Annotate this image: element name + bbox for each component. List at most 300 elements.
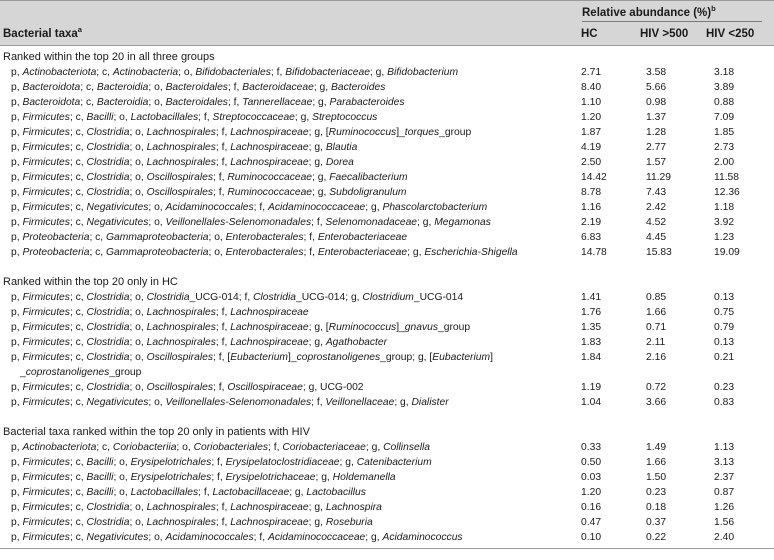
taxon-part: ; f,: [215, 322, 231, 333]
taxon-part: ; o,: [129, 292, 147, 303]
taxon-part: Bifidobacteriales: [195, 67, 271, 78]
value-hiv250: 0.13: [714, 292, 735, 303]
taxon-part: ; o,: [129, 142, 147, 153]
taxon-part: _group: [439, 127, 472, 138]
taxon-part: ; g,: [417, 217, 435, 228]
taxon-cell: [0, 140, 571, 155]
taxon-part: Lachnospirales: [146, 157, 216, 168]
taxon-part: ; o,: [113, 472, 131, 483]
taxon-part: Clostridia: [86, 337, 130, 348]
taxon-text: [11, 157, 354, 168]
taxon-part: Firmicutes: [22, 517, 70, 528]
taxon-text: [11, 97, 404, 108]
value-hiv250: 3.89: [714, 82, 735, 93]
value-hiv250: 0.13: [714, 337, 735, 348]
table-row: [0, 530, 774, 545]
table-row: [0, 200, 774, 215]
taxon-part: ; o,: [129, 502, 147, 513]
value-hc: 1.35: [581, 322, 602, 333]
taxon-part: ; f,: [215, 127, 231, 138]
taxon-part: ; c,: [69, 397, 87, 408]
value-hc: 1.83: [581, 337, 602, 348]
taxon-part: Eubacterium: [230, 352, 288, 363]
taxon-part: _UCG-014; g,: [296, 292, 363, 303]
taxon-cell: [0, 65, 571, 80]
value-hc: 0.47: [581, 517, 602, 528]
taxon-part: ; o,: [148, 82, 166, 93]
taxon-part: ; g,: [339, 457, 357, 468]
taxon-part: p,: [11, 97, 23, 108]
taxon-part: Oscillospirales: [146, 187, 214, 198]
taxon-part: ; g,: [369, 67, 388, 78]
taxon-part: Firmicutes: [22, 487, 70, 498]
taxon-part: Firmicutes: [22, 307, 70, 318]
taxon-part: ; g,: [365, 202, 383, 213]
taxon-part: ; g, [: [308, 322, 329, 333]
taxon-part: ; g,: [312, 97, 330, 108]
taxon-part: p,: [11, 142, 23, 153]
taxon-part: gnavus: [404, 322, 439, 333]
taxon-cell: [0, 80, 571, 95]
taxon-part: Clostridia: [86, 382, 130, 393]
value-hc: 8.40: [581, 82, 602, 93]
value-hc: 2.50: [581, 157, 602, 168]
taxon-text: [11, 502, 382, 513]
taxon-part: ; o,: [148, 202, 166, 213]
taxon-part: Eubacterium: [432, 352, 491, 363]
taxon-part: Collinsella: [383, 442, 430, 453]
table-row: [0, 80, 774, 95]
taxon-part: Acidaminococcales: [165, 202, 254, 213]
taxon-part: Ruminococcus: [328, 127, 397, 138]
value-hiv500: 0.71: [646, 322, 667, 333]
value-hiv500: 11.29: [646, 172, 672, 183]
taxon-part: Lachnospirales: [146, 142, 216, 153]
taxon-part: ; f,: [253, 202, 268, 213]
taxon-part: ; o,: [129, 187, 147, 198]
value-hiv500: 0.22: [646, 532, 667, 543]
taxon-part: ; c,: [69, 352, 87, 363]
taxon-part: Bacilli: [86, 457, 114, 468]
value-hiv500: 3.58: [646, 67, 667, 78]
value-hc: 1.84: [581, 352, 602, 363]
taxon-part: ]_: [396, 322, 405, 333]
taxon-part: p,: [11, 442, 23, 453]
taxon-text: [11, 202, 487, 213]
taxon-text: [11, 532, 463, 543]
value-hiv250: 11.58: [714, 172, 740, 183]
taxon-part: ; o,: [129, 307, 147, 318]
value-hiv500: 1.28: [646, 127, 667, 138]
value-hiv250: 0.23: [714, 382, 735, 393]
taxon-part: Lachnospiraceae: [230, 157, 309, 168]
value-hiv250: 1.26: [714, 502, 735, 513]
taxon-part: Bifidobacterium: [387, 67, 459, 78]
taxon-part: Clostridia: [86, 142, 130, 153]
table-row: [0, 290, 774, 305]
taxon-part: ; f,: [215, 307, 231, 318]
section-title: Bacterial taxa ranked within the top 20 only in patients with HIV: [3, 426, 310, 438]
value-hiv500: 0.72: [646, 382, 667, 393]
taxon-cell: [0, 530, 571, 545]
taxon-part: Gammaproteobacteria: [106, 247, 209, 258]
taxon-part: coprostanoligenes: [296, 352, 381, 363]
table-row: [0, 350, 774, 380]
taxon-part: ; o,: [129, 157, 147, 168]
taxon-part: p,: [11, 187, 23, 198]
taxon-part: Bacteroidia: [96, 82, 149, 93]
taxon-cell: [0, 245, 571, 260]
taxon-part: Actinobacteria: [112, 67, 179, 78]
value-hc: 14.42: [581, 172, 607, 183]
value-hc: 1.19: [581, 382, 602, 393]
taxon-part: ; f,: [303, 247, 318, 258]
value-hiv250: 0.88: [714, 97, 735, 108]
taxon-text: [11, 472, 396, 483]
taxon-part: ; f,: [268, 442, 283, 453]
taxon-part: Firmicutes: [22, 337, 70, 348]
value-hc: 0.50: [581, 457, 602, 468]
value-hiv500: 5.66: [646, 82, 667, 93]
taxon-text: [11, 172, 408, 183]
taxon-part: _UCG-014; f,: [189, 292, 254, 303]
taxon-part: Oscillospiraceae: [227, 382, 303, 393]
taxon-part: Clostridia: [86, 517, 130, 528]
taxon-part: Clostridia: [86, 172, 130, 183]
taxon-part: ; f,: [213, 187, 228, 198]
taxon-part: Clostridia: [86, 322, 130, 333]
taxon-part: Lachnospirales: [146, 307, 216, 318]
value-hc: 0.33: [581, 442, 602, 453]
taxon-text: [11, 352, 493, 363]
taxon-part: Actinobacteriota: [22, 67, 97, 78]
value-hiv250: 1.23: [714, 232, 735, 243]
taxon-part: Firmicutes: [22, 112, 70, 123]
table-row: [0, 155, 774, 170]
taxon-part: Clostridia: [86, 187, 130, 198]
table-row: [0, 395, 774, 410]
taxon-part: ; f,: [215, 502, 231, 513]
taxon-part: ; c,: [69, 472, 87, 483]
taxon-part: Coriobacteriales: [193, 442, 268, 453]
taxon-part: ; g,: [308, 157, 326, 168]
taxon-part: ; o,: [129, 337, 147, 348]
table-row: [0, 140, 774, 155]
taxon-part: Firmicutes: [22, 382, 70, 393]
value-hiv500: 1.50: [646, 472, 667, 483]
taxon-part: ; g,: [308, 142, 326, 153]
taxon-part: p,: [11, 472, 23, 483]
taxon-part: p,: [11, 247, 23, 258]
taxon-part: ]_: [396, 127, 405, 138]
taxon-part: Blautia: [325, 142, 358, 153]
value-hiv500: 4.45: [646, 232, 667, 243]
taxon-part: ; o,: [208, 232, 226, 243]
taxon-part: ; o,: [178, 67, 196, 78]
taxon-part: ; c,: [69, 487, 87, 498]
taxon-part: Clostridia: [86, 502, 130, 513]
value-hiv250: 0.21: [714, 352, 735, 363]
taxon-part: ; o,: [129, 517, 147, 528]
taxon-part: ; g, UCG-002: [302, 382, 364, 393]
taxon-part: ; g,: [312, 187, 330, 198]
taxon-part: Erysipelotrichaceae: [225, 472, 316, 483]
taxon-cell: [0, 350, 571, 380]
taxon-part: p,: [11, 67, 23, 78]
taxon-part: ; c,: [80, 82, 97, 93]
taxon-text: [11, 247, 518, 258]
value-hiv250: 3.92: [714, 217, 735, 228]
taxon-part: Streptococcus: [312, 112, 378, 123]
taxon-part: Oscillospirales: [146, 352, 214, 363]
taxon-part: Gammaproteobacteria: [106, 232, 209, 243]
taxon-part: p,: [11, 487, 23, 498]
taxon-part: Firmicutes: [22, 352, 70, 363]
taxon-part: Firmicutes: [22, 457, 70, 468]
taxon-part: ; o,: [113, 457, 131, 468]
value-hiv500: 1.49: [646, 442, 667, 453]
taxon-part: p,: [11, 517, 23, 528]
taxon-text: [11, 487, 366, 498]
taxon-part: ; o,: [148, 397, 166, 408]
taxon-part: Bacteroidia: [96, 97, 149, 108]
table-row: [0, 185, 774, 200]
taxon-part: Ruminococcaceae: [227, 187, 313, 198]
taxon-part: ; c,: [69, 187, 87, 198]
taxon-part: Bacteroidales: [165, 82, 228, 93]
taxon-part: ; c,: [69, 292, 87, 303]
table-header: [0, 0, 774, 46]
taxon-part: _group; g, [: [380, 352, 433, 363]
taxon-part: p,: [11, 232, 23, 243]
value-hiv250: 2.00: [714, 157, 735, 168]
taxon-part: Bacteroidota: [22, 97, 81, 108]
taxon-part: Bacteroidaceae: [242, 82, 314, 93]
taxon-part: ; c,: [89, 247, 107, 258]
value-hiv250: 3.13: [714, 457, 735, 468]
taxon-part: Erysipelotrichales: [130, 472, 212, 483]
taxon-part: ; c,: [69, 337, 87, 348]
taxon-part: Oscillospirales: [146, 382, 214, 393]
table-row: [0, 170, 774, 185]
taxon-part: Dorea: [325, 157, 354, 168]
taxon-part: ; f,: [198, 487, 213, 498]
taxon-part: ; f,: [311, 397, 326, 408]
value-hc: 2.71: [581, 67, 602, 78]
value-hiv500: 4.52: [646, 217, 667, 228]
value-hiv500: 7.43: [646, 187, 667, 198]
taxon-part: Negativicutes: [86, 202, 149, 213]
taxon-part: Subdoligranulum: [329, 187, 407, 198]
table-row: [0, 230, 774, 245]
taxon-part: ; c,: [69, 112, 87, 123]
taxon-part: p,: [11, 307, 23, 318]
taxon-part: Firmicutes: [22, 157, 70, 168]
footnote-b: b: [711, 4, 716, 14]
value-hiv500: 0.37: [646, 517, 667, 528]
taxon-part: Lachnospiraceae: [230, 127, 309, 138]
taxon-part: ; g,: [365, 442, 384, 453]
taxon-part: ; c,: [69, 457, 87, 468]
value-hiv250: 0.79: [714, 322, 735, 333]
value-hiv250: 1.85: [714, 127, 735, 138]
taxon-cell: [0, 395, 571, 410]
taxon-part: coprostanoligenes: [25, 367, 110, 378]
bacterial-taxa-label: Bacterial taxa: [3, 28, 78, 40]
taxon-cell: [0, 515, 571, 530]
taxon-cell: [0, 290, 571, 305]
taxon-part: p,: [11, 127, 23, 138]
taxon-part: p,: [11, 532, 23, 543]
taxon-part: Bacilli: [86, 472, 114, 483]
table-row: [0, 305, 774, 320]
footnote-a: a: [77, 25, 82, 35]
taxon-part: ; o,: [176, 442, 194, 453]
value-hc: 0.03: [581, 472, 602, 483]
taxon-text: [11, 517, 373, 528]
taxon-part: ; f,: [211, 472, 226, 483]
taxon-cell: [0, 455, 571, 470]
taxon-part: Proteobacteria: [22, 232, 90, 243]
value-hiv500: 0.85: [646, 292, 667, 303]
taxon-part: ; c,: [96, 442, 113, 453]
taxon-part: ; c,: [69, 127, 87, 138]
value-hiv250: 0.75: [714, 307, 735, 318]
taxon-part: p,: [11, 502, 23, 513]
taxon-part: ; f,: [303, 232, 318, 243]
taxon-part: Firmicutes: [22, 142, 70, 153]
taxon-continuation: [11, 365, 571, 380]
taxon-part: ; f, [: [213, 352, 231, 363]
taxon-part: Roseburia: [325, 517, 373, 528]
taxon-cell: [0, 500, 571, 515]
taxon-part: ; c,: [69, 217, 87, 228]
value-hiv500: 1.37: [646, 112, 667, 123]
value-hc: 1.20: [581, 487, 602, 498]
taxon-part: Lachnospira: [325, 502, 382, 513]
table-row: [0, 380, 774, 395]
taxon-part: p,: [11, 172, 23, 183]
taxon-part: ; g,: [312, 172, 330, 183]
table-row: [0, 110, 774, 125]
taxon-part: Clostridia: [86, 127, 130, 138]
value-hiv500: 1.66: [646, 457, 667, 468]
value-hiv250: 1.13: [714, 442, 735, 453]
table-row: [0, 65, 774, 80]
taxon-part: Escherichia-Shigella: [424, 247, 518, 258]
taxon-part: Clostridia: [146, 292, 190, 303]
taxon-part: torques: [404, 127, 440, 138]
taxon-part: ; f,: [211, 457, 226, 468]
relative-abundance-label: Relative abundance (%): [582, 7, 712, 19]
value-hiv500: 0.23: [646, 487, 667, 498]
taxon-part: ; o,: [129, 382, 147, 393]
taxon-part: p,: [11, 352, 23, 363]
taxon-part: _group: [109, 367, 142, 378]
taxon-cell: [0, 185, 571, 200]
value-hiv250: 1.56: [714, 517, 735, 528]
table-row: [0, 215, 774, 230]
taxon-text: [11, 457, 432, 468]
table-row: [0, 485, 774, 500]
taxon-text: [11, 292, 463, 303]
section-title: Ranked within the top 20 only in HC: [3, 276, 178, 288]
taxon-cell: [0, 320, 571, 335]
col-hiv500-header: HIV >500: [640, 28, 689, 40]
taxon-text: [11, 67, 458, 78]
taxon-part: Lachnospirales: [146, 127, 216, 138]
taxon-part: Firmicutes: [22, 532, 70, 543]
taxon-part: Dialister: [411, 397, 449, 408]
taxon-part: ; f,: [215, 337, 231, 348]
taxon-part: Coriobacteriaceae: [282, 442, 366, 453]
taxon-part: p,: [11, 217, 23, 228]
taxon-part: ; f,: [253, 532, 268, 543]
taxon-part: Lactobacillaceae: [212, 487, 290, 498]
col-hiv250-header: HIV <250: [706, 28, 755, 40]
taxon-part: ; c,: [69, 157, 87, 168]
table-section: [0, 275, 774, 410]
taxon-part: ; o,: [129, 127, 147, 138]
taxon-part: Negativicutes: [86, 217, 149, 228]
table-row: [0, 95, 774, 110]
taxon-part: Faecalibacterium: [329, 172, 408, 183]
table-section: [0, 425, 774, 545]
taxon-part: ; o,: [129, 352, 147, 363]
table-row: [0, 320, 774, 335]
taxon-part: p,: [11, 112, 23, 123]
taxon-part: ; f,: [270, 67, 286, 78]
relative-abundance-header: [582, 4, 762, 22]
taxon-part: Veillonellales-Selenomonadales: [165, 397, 312, 408]
taxon-part: ; g,: [315, 472, 333, 483]
taxon-part: p,: [11, 337, 23, 348]
value-hc: 8.78: [581, 187, 602, 198]
taxon-part: Agathobacter: [325, 337, 388, 348]
taxon-part: Lactobacillales: [130, 487, 199, 498]
taxon-part: Lachnospirales: [146, 517, 216, 528]
value-hc: 14.78: [581, 247, 607, 258]
value-hiv500: 1.66: [646, 307, 667, 318]
taxon-part: Clostridia: [253, 292, 296, 303]
taxon-part: ; o,: [148, 97, 166, 108]
taxon-cell: [0, 200, 571, 215]
taxon-part: p,: [11, 322, 23, 333]
taxon-cell: [0, 485, 571, 500]
taxon-cell: [0, 125, 571, 140]
section-gap: [0, 410, 774, 425]
taxon-part: Lachnospiraceae: [230, 142, 309, 153]
taxon-part: Lachnospiraceae: [230, 337, 309, 348]
taxon-part: ; f,: [215, 517, 231, 528]
value-hiv500: 15.83: [646, 247, 672, 258]
taxon-part: ; c,: [69, 322, 87, 333]
taxon-cell: [0, 155, 571, 170]
bacterial-taxa-header: [3, 25, 82, 40]
taxon-part: Enterobacterales: [225, 247, 304, 258]
value-hiv250: 1.18: [714, 202, 735, 213]
taxon-part: Firmicutes: [22, 397, 70, 408]
taxon-part: Enterobacteriaceae: [317, 232, 408, 243]
taxon-part: Bacteroides: [331, 82, 386, 93]
taxon-part: ; g,: [407, 247, 425, 258]
taxon-part: Firmicutes: [22, 217, 70, 228]
taxon-part: Firmicutes: [22, 292, 70, 303]
taxon-part: Bifidobacteriaceae: [285, 67, 370, 78]
taxon-part: Negativicutes: [86, 532, 149, 543]
taxon-part: Phascolarctobacterium: [382, 202, 488, 213]
table-row: [0, 440, 774, 455]
